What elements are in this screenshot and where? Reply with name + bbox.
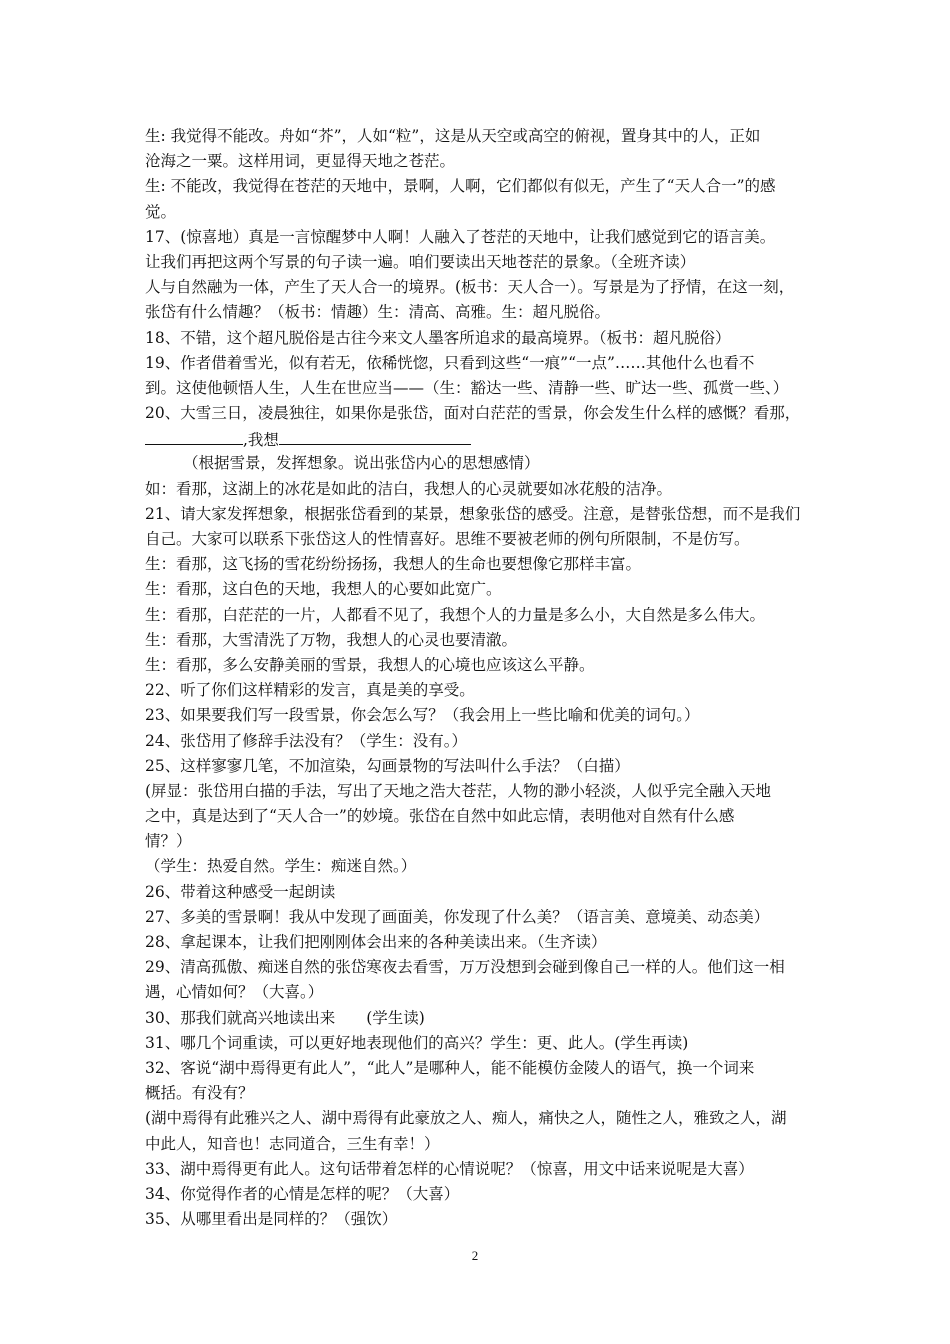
text-line: 18、不错，这个超凡脱俗是古往今来文人墨客所追求的最高境界。（板书：超凡脱俗） [145,328,731,347]
text-line: 27、多美的雪景啊！我从中发现了画面美，你发现了什么美？（语言美、意境美、动态美） [145,907,770,926]
text-line: 33、湖中焉得更有此人。这句话带着怎样的心情说呢？（惊喜，用文中话来说呢是大喜） [145,1159,754,1178]
page-number: 2 [471,1248,479,1263]
text-block-c [145,477,815,1233]
text-line: 觉。 [145,202,177,221]
text-line: (湖中焉得有此雅兴之人、湖中焉得有此豪放之人、痴人，痛快之人，随性之人，雅致之人，湖 [145,1109,787,1128]
text-line: 生：看那，这飞扬的雪花纷纷扬扬，我想人的生命也要想像它那样丰富。 [145,555,642,574]
text-line: 到。这使他顿悟人生，人生在世应当——（生：豁达一些、清静一些、旷达一些、孤赏一些、） [145,378,789,397]
text-line: 之中，真是达到了“天人合一”的妙境。张岱在自然中如此忘情，表明他对自然有什么感 [145,807,735,826]
text-line: 生: 我觉得不能改。舟如“芥”，人如“粒”，这是从天空或高空的俯视，置身其中的人，正如 [145,127,761,145]
text-line: 生: 不能改，我觉得在苍茫的天地中，景啊，人啊，它们都似有似无，产生了“天人合一”的感 [145,177,776,196]
text-line: 生：看那，这白色的天地，我想人的心要如此宽广。 [145,580,502,599]
fill-in-blank-line [145,426,815,451]
fill-line-middle: ,我想 [243,431,279,450]
text-line: (屏显：张岱用白描的手法，写出了天地之浩大苍茫，人物的渺小轻淡，人似乎完全融入天地 [145,781,772,800]
text-block-b [145,451,815,476]
text-line: 31、哪几个词重读，可以更好地表现他们的高兴？学生：更、此人。(学生再读) [145,1033,689,1052]
text-line: 生：看那，白茫茫的一片，人都看不见了，我想个人的力量是多么小，大自然是多么伟大。 [145,605,766,624]
text-line: 人与自然融为一体，产生了天人合一的境界。(板书：天人合一）。写景是为了抒情，在这一刻， [145,278,795,297]
text-line: 如：看那，这湖上的冰花是如此的洁白，我想人的心灵就要如冰花般的洁净。 [145,479,673,498]
text-line: 19、作者借着雪光，似有若无，依稀恍惚，只看到这些“一痕”“一点”……其他什么也看不 [145,353,755,372]
answer-blank-1 [145,426,243,445]
text-line: 生：看那，多么安静美丽的雪景，我想人的心境也应该这么平静。 [145,655,595,674]
text-line: 29、清高孤傲、痴迷自然的张岱寒夜去看雪，万万没想到会碰到像自己一样的人。他们这一相 [145,958,785,977]
text-line: 沧海之一粟。这样用词，更显得天地之苍茫。 [145,152,456,171]
answer-blank-2 [279,426,471,445]
text-line: 概括。有没有？ [145,1084,254,1103]
text-line: 32、客说“湖中焉得更有此人”，“此人”是哪种人，能不能模仿金陵人的语气，换一个词来 [145,1058,755,1077]
text-block-a [145,124,815,426]
text-line: 17、(惊喜地）真是一言惊醒梦中人啊！人融入了苍茫的天地中，让我们感觉到它的语言美。 [145,227,776,246]
text-line: 情？） [145,832,192,851]
text-line: 28、拿起课本，让我们把刚刚体会出来的各种美读出来。（生齐读） [145,933,607,951]
text-line: 中此人，知音也！志同道合，三生有幸！） [145,1134,440,1153]
text-line: 30、那我们就高兴地读出来 (学生读) [145,1008,425,1027]
text-line: 23、如果要我们写一段雪景，你会怎么写？（我会用上一些比喻和优美的词句。） [145,706,700,725]
text-line: 张岱有什么情趣？（板书：情趣）生：清高、高雅。生：超凡脱俗。 [145,303,611,322]
text-line: 20、大雪三日，凌晨独往，如果你是张岱，面对白茫茫的雪景，你会发生什么样的感慨？看那， [145,404,801,423]
text-line: 自己。大家可以联系下张岱这人的性情喜好。思维不要被老师的例句所限制，不是仿写。 [145,530,750,548]
text-line: 25、这样寥寥几笔，不加渲染，勾画景物的写法叫什么手法？（白描） [145,756,630,775]
text-line: 22、听了你们这样精彩的发言，真是美的享受。 [145,681,475,700]
text-line: 21、请大家发挥想象，根据张岱看到的某景，想象张岱的感受。注意，是替张岱想，而不是我们 [145,504,801,523]
document-body [145,124,815,1232]
text-line: 遇，心情如何？（大喜。） [145,983,324,1002]
text-line: 34、你觉得作者的心情是怎样的呢？（大喜） [145,1184,460,1203]
text-line: 让我们再把这两个写景的句子读一遍。咱们要读出天地苍茫的景象。（全班齐读） [145,252,696,271]
text-line: （学生：热爱自然。学生：痴迷自然。） [145,857,417,876]
text-line: 24、张岱用了修辞手法没有？（学生：没有。） [145,731,467,750]
text-line: 生：看那，大雪清洗了万物，我想人的心灵也要清澈。 [145,630,518,649]
text-line: 26、带着这种感受一起朗读 [145,882,336,901]
text-line: 35、从哪里看出是同样的？（强饮） [145,1210,398,1229]
text-line: （根据雪景，发挥想象。说出张岱内心的思想感情） [183,454,540,473]
